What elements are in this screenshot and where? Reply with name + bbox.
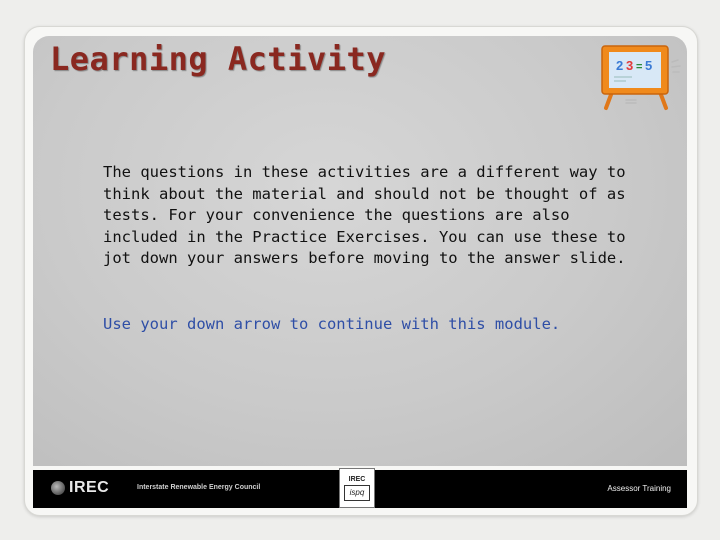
irec-logo	[51, 479, 109, 497]
footer-tagline: Assessor Training	[607, 484, 671, 493]
organization-name: Interstate Renewable Energy Council	[137, 484, 261, 491]
badge-mid-text: ispq	[344, 485, 370, 501]
svg-text:3: 3	[626, 58, 634, 73]
slide-body-text: The questions in these activities are a different way to think about the material and should not be thought of as tests. For your convenience the questions are also included in the Practice Exercises. You can use these to jot down your answers before moving to the answer slide.	[103, 163, 626, 267]
svg-text:5: 5	[645, 58, 653, 73]
svg-text:2: 2	[616, 58, 624, 73]
ispq-badge	[339, 468, 375, 508]
continue-instruction: Use your down arrow to continue with this module.	[103, 315, 561, 333]
badge-top-text: IREC	[348, 475, 366, 483]
chalkboard-icon	[598, 40, 690, 112]
irec-logo-text: IREC	[69, 479, 110, 496]
svg-text:=: =	[636, 61, 643, 73]
slide-title: Learning Activity	[50, 40, 387, 78]
footer-bar	[33, 470, 687, 508]
irec-logo-mark-icon	[51, 481, 65, 495]
